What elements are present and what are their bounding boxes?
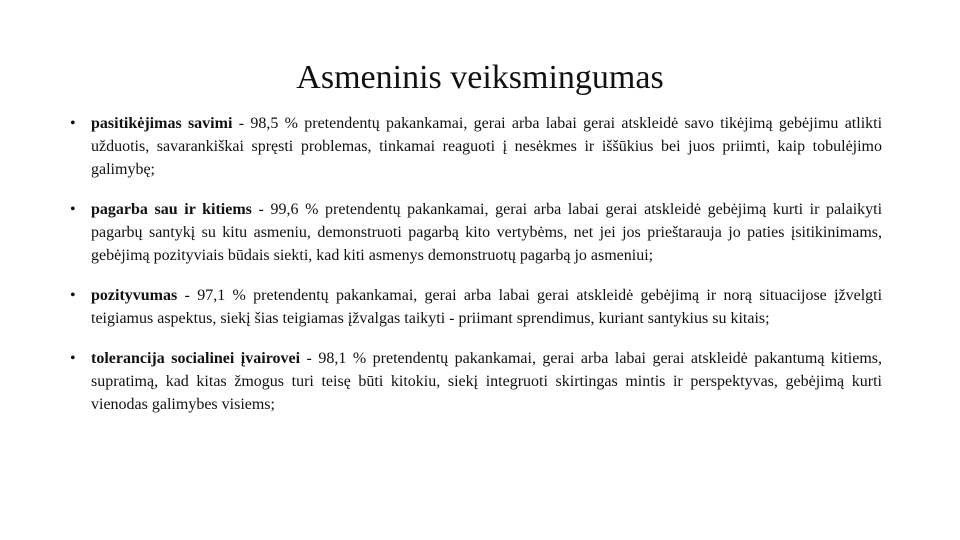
bullet-dot-icon: •: [70, 115, 76, 132]
bullet-item: [70, 347, 882, 416]
bullet-list: [70, 112, 882, 433]
bullet-dot-icon: •: [70, 287, 76, 304]
bullet-text: pretendentų pakankamai, gerai arba labai gerai atskleidė pakantumą kitiems, supratimą, kad kitas žmogus turi teisę būti kitokiu, siekį integruoti skirtingas mintis ir perspektyvas, gebėjimą kurti vienodas galimybes visiems;: [91, 350, 883, 413]
bullet-dash: -: [258, 201, 271, 218]
bullet-percent: 98,1 %: [318, 350, 367, 367]
bullet-dot-icon: •: [70, 350, 76, 367]
bullet-text: pretendentų pakankamai, gerai arba labai gerai atskleidė gebėjimą kurti ir palaikyti pagarbų santykį su kitu asmeniu, demonstruoti pagarbą kito vertybėms, net jei jos prieštarauja jo paties įsitikinimams, gebėjimą pozityviais būdais siekti, kad kiti asmenys demonstruotų pagarbą jo asmeniui;: [91, 201, 883, 264]
bullet-percent: 98,5 %: [250, 115, 298, 132]
bullet-text: pretendentų pakankamai, gerai arba labai gerai atskleidė savo tikėjimą gebėjimu atlikti užduotis, savarankiškai spręsti problemas, tinkamai reaguoti į nesėkmes ir iššūkius bei juos priimti, kaip tobulėjimo galimybę;: [91, 115, 883, 178]
bullet-lead: pasitikėjimas savimi: [91, 115, 233, 132]
bullet-dash: -: [238, 115, 251, 132]
bullet-lead: tolerancija socialinei įvairovei: [91, 350, 301, 367]
bullet-dash: -: [184, 287, 198, 304]
bullet-percent: 97,1 %: [197, 287, 246, 304]
bullet-lead: pagarba sau ir kitiems: [91, 201, 252, 218]
bullet-item: [70, 198, 882, 267]
bullet-item: [70, 112, 882, 181]
slide-title: Asmeninis veiksmingumas: [296, 59, 664, 96]
bullet-dot-icon: •: [70, 201, 76, 218]
bullet-percent: 99,6 %: [270, 201, 319, 218]
bullet-lead: pozityvumas: [91, 287, 178, 304]
bullet-dash: -: [306, 350, 319, 367]
bullet-text: pretendentų pakankamai, gerai arba labai gerai atskleidė gebėjimą ir norą situacijose įžvelgti teigiamus aspektus, siekį šias teigiamas įžvalgas taikyti - priimant sprendimus, kuriant santykius su kitais;: [91, 287, 883, 327]
bullet-item: [70, 284, 882, 330]
